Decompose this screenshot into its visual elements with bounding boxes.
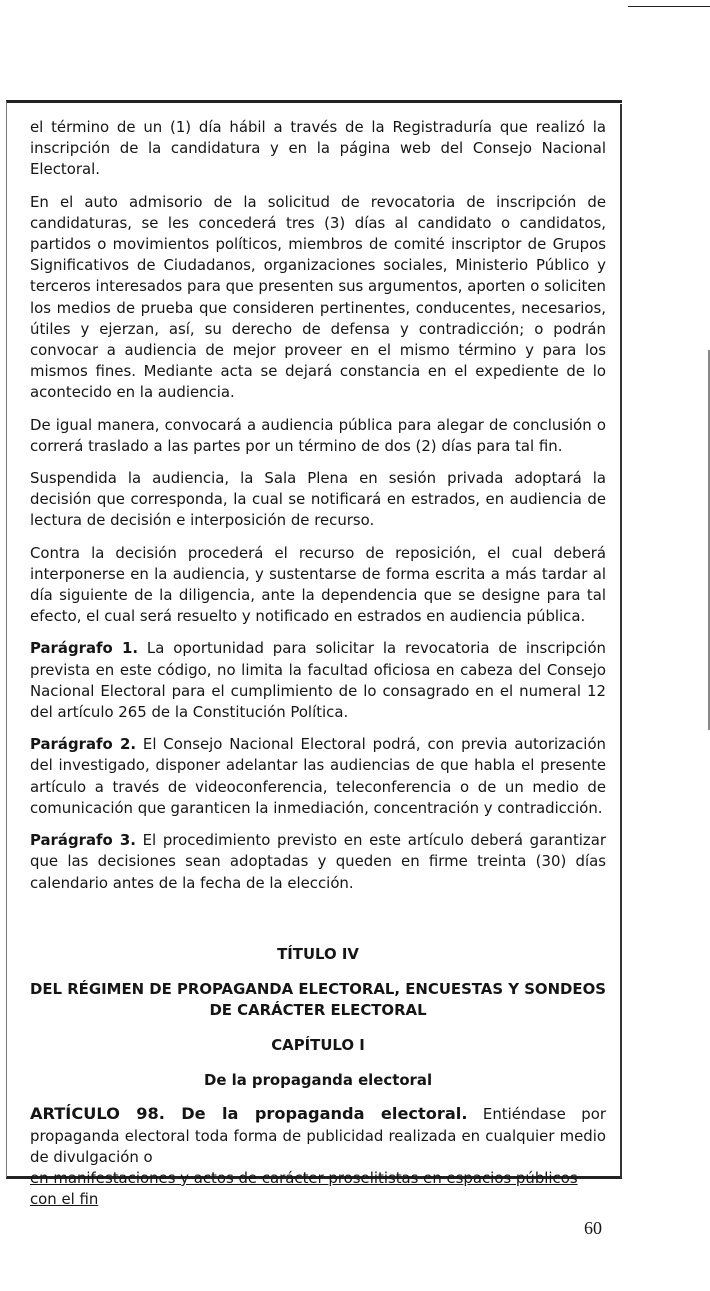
article-98-last-line: en manifestaciones y actos de carácter proselitistas en espacios públicos con el fin xyxy=(30,1168,578,1209)
article-98-text: Entiéndase por propaganda electoral toda forma de publicidad realizada en cualquier medio de divulgación o xyxy=(30,1105,606,1166)
article-98-label: ARTÍCULO 98. De la propaganda electoral. xyxy=(30,1104,468,1124)
article-98 xyxy=(30,1103,606,1168)
capitulo-heading: CAPÍTULO I xyxy=(271,1035,365,1054)
titulo-heading: TÍTULO IV xyxy=(277,944,359,963)
section-heading: De la propaganda electoral xyxy=(203,1071,433,1090)
page-number: 60 xyxy=(584,1218,602,1238)
paragraph-5: Contra la decisión procederá el recurso de reposición, el cual deberá interponerse en la audiencia, y sustentarse de forma escrita a más tardar al día siguiente de la diligencia, ante la dependencia que se designe para tal efecto, el cual será resuelto y notificado en estrados en audiencia pública. xyxy=(30,543,606,626)
document-body xyxy=(30,117,606,1210)
paragrafo-1-text: La oportunidad para solicitar la revocatoria de inscripción prevista en este código, no limita la facultad oficiosa en cabeza del Consejo Nacional Electoral para el cumplimiento de lo consagrado en el numeral 12 del artículo 265 de la Constitución Política. xyxy=(30,639,606,722)
regimen-heading: DEL RÉGIMEN DE PROPAGANDA ELECTORAL, ENCUESTAS Y SONDEOS DE CARÁCTER ELECTORAL xyxy=(30,979,606,1019)
paragrafo-2-text: El Consejo Nacional Electoral podrá, con previa autorización del investigado, disponer adelantar las audiencias de que habla el presente artículo a través de videoconferencia, teleconferencia o de un medio de comunicación que garanticen la inmediación, concentración y contradicción. xyxy=(30,735,606,817)
paragraph-4: Suspendida la audiencia, la Sala Plena en sesión privada adoptará la decisión que corresponda, la cual se notificará en estrados, en audiencia de lectura de decisión e interposición de recurso. xyxy=(30,469,606,530)
top-rule xyxy=(628,6,710,7)
paragraph-1: el término de un (1) día hábil a través de la Registraduría que realizó la inscripción de la candidatura y en la página web del Consejo Nacional Electoral. xyxy=(30,118,606,179)
paragrafo-2 xyxy=(30,734,606,819)
paragrafo-3-label: Parágrafo 3. xyxy=(30,831,136,850)
paragraph-3: De igual manera, convocará a audiencia pública para alegar de conclusión o correrá traslado a las partes por un término de dos (2) días para tal fin. xyxy=(30,415,606,455)
paragrafo-3 xyxy=(30,830,606,894)
paragrafo-1 xyxy=(30,638,606,723)
page-frame-right-edge xyxy=(620,104,622,1178)
paragrafo-2-label: Parágrafo 2. xyxy=(30,735,137,754)
paragraph-2: En el auto admisorio de la solicitud de revocatoria de inscripción de candidaturas, se les concederá tres (3) días al candidato o candidatos, partidos o movimientos políticos, miembros de comité inscriptor de Grupos Significativos de Ciudadanos, organizaciones sociales, Ministerio Público y terceros interesados para que presenten sus argumentos, aporten o soliciten los medios de prueba que consideren pertinentes, conducentes, necesarios, útiles y ejerzan, así, su derecho de defensa y contradicción; o podrán convocar a audiencia de mejor proveer en el mismo término y para los mismos fines. Mediante acta se dejará constancia en el expediente de lo acontecido en la audiencia. xyxy=(30,192,606,402)
paragrafo-1-label: Parágrafo 1. xyxy=(30,639,139,658)
paragrafo-3-text: El procedimiento previsto en este artículo deberá garantizar que las decisiones sean adoptadas y queden en firme treinta (30) días calendario antes de la fecha de la elección. xyxy=(30,831,606,892)
